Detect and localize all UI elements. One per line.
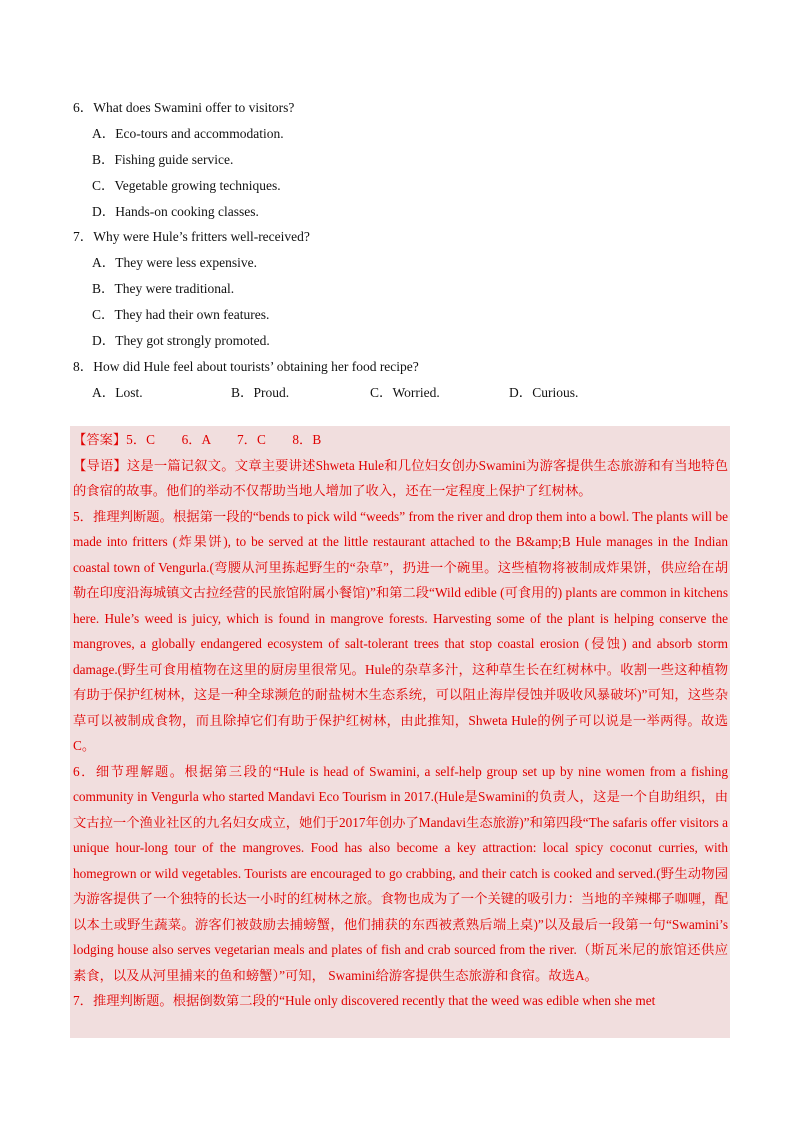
question-6-option-b: B．Fishing guide service. — [92, 151, 234, 167]
question-8-option-b: B．Proud. — [231, 384, 290, 400]
answer-key: 【答案】5．C 6．A 7．C 8．B — [73, 432, 322, 447]
answer-analysis-text — [73, 427, 728, 1014]
question-6-stem: 6．What does Swamini offer to visitors? — [73, 100, 295, 115]
question-6-option-d: D．Hands-on cooking classes. — [92, 203, 259, 219]
question-block — [73, 95, 733, 406]
explanation-q7: 7．推理判断题。根据倒数第二段的“Hule only discovered recently that the weed was edible when she met — [73, 993, 656, 1008]
question-8-stem: 8．How did Hule feel about tourists’ obtaining her food recipe? — [73, 358, 419, 374]
question-7-option-a: A．They were less expensive. — [92, 255, 257, 271]
explanation-q6: 6．细节理解题。根据第三段的“Hule is head of Swamini, a self-help group set up by nine women from a fishing community in Vengurla who started Mandavi Eco Tourism in 2017.(Hule是Swamini的负责人，这是一个自助组织，由文古拉一个渔业社区的九名妇女成立，她们于2017年创办了Mandavi生态旅游)”和第四段“The safaris offer visitors a unique hour-long tour of the mangroves. Food has also become a key attraction: local spicy coconut curries, with homegrown or wild vegetables. Tourists are encouraged to go crabbing, and their catch is cooked and served.(野生动物园为游客提供了一个独特的长达一小时的红树林之旅。食物也成为了一个关键的吸引力：当地的辛辣椰子咖喱，配以本土或野生蔬菜。游客们被鼓励去捕螃蟹，他们捕获的东西被煮熟后端上桌)”以及最后一段第一句“Swamini’s lodging house also serves vegetarian meals and plates of fish and crab sourced from the river.（斯瓦米尼的旅馆还供应素食，以及从河里捕来的鱼和螃蟹）”可知， Swamini给游客提供生态旅游和食宿。故选A。 — [73, 763, 728, 983]
question-8-option-a: A．Lost. — [92, 384, 143, 400]
answer-analysis-box — [70, 426, 730, 1038]
explanation-q5: 5．推理判断题。根据第一段的“bends to pick wild “weeds” from the river and drop them into a bowl. The plants will be made into fritters (炸果饼), to be served at the little restaurant attached to the B&amp;B Hule manages in the Indian coastal town of Vengurla.(弯腰从河里拣起野生的“杂草”，扔进一个碗里。这些植物将被制成炸果饼，供应给在胡勒在印度沿海城镇文古拉经营的民旅馆附属小餐馆)”和第二段“Wild edible (可食用的) plants are common in kitchens here. Hule’s weed is juicy, which is found in mangrove forests. Harvesting some of the plant is helping conserve the mangroves, a globally endangered ecosystem of salt-tolerant trees that stop coastal erosion (侵蚀) and absorb storm damage.(野生可食用植物在这里的厨房里很常见。Hule的杂草多汁，这种草生长在红树林中。收割一些这种植物有助于保护红树林，这是一种全球濒危的耐盐树木生态系统，可以阻止海岸侵蚀并吸收风暴破坏)”可知，这些杂草可以被制成食物，而且除掉它们有助于保护红树林，由此推知，Shweta Hule的例子可以说是一举两得。故选C。 — [73, 508, 728, 753]
question-6-option-c: C．Vegetable growing techniques. — [92, 177, 281, 193]
question-7-stem: 7．Why were Hule’s fritters well-received? — [73, 229, 310, 245]
question-7-option-b: B．They were traditional. — [92, 281, 235, 297]
question-7-option-c: C．They had their own features. — [92, 307, 270, 323]
guide-paragraph: 【导语】这是一篇记叙文。文章主要讲述Shweta Hule和几位妇女创办Swamini为游客提供生态旅游和有当地特色的食宿的故事。他们的举动不仅帮助当地人增加了收入，还在一定程度上保护了红树林。 — [73, 457, 728, 498]
question-6-option-a: A．Eco-tours and accommodation. — [92, 125, 284, 141]
question-8-options — [73, 380, 733, 406]
question-7-option-d: D．They got strongly promoted. — [92, 333, 270, 349]
question-8-option-d: D．Curious. — [509, 384, 579, 400]
question-8-option-c: C．Worried. — [370, 384, 440, 400]
